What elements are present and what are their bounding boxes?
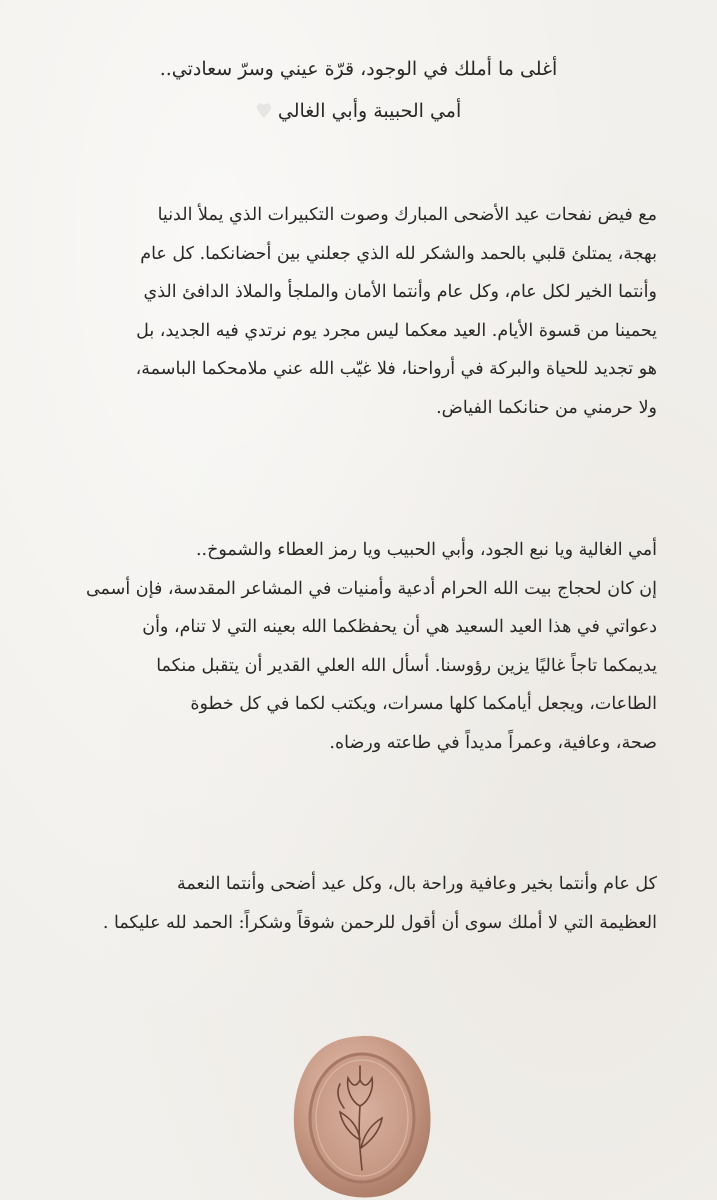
paragraph-eid-greeting [60,196,657,427]
paragraph-line: دعواتي في هذا العيد السعيد هي أن يحفظكما الله بعينه التي لا تنام، وأن [142,617,657,637]
wax-seal-flower-icon [288,1030,436,1200]
paragraph-line: يحمينا من قسوة الأيام. العيد معكما ليس مجرد يوم نرتدي فيه الجديد، بل [136,320,657,341]
paragraph-line: صحة، وعافية، وعمراً مديداً في طاعته ورضاه. [329,732,657,753]
paragraph-line: بهجة، يمتلئ قلبي بالحمد والشكر لله الذي جعلني بين أحضانكما. كل عام [140,243,657,264]
heading-line-2-text: أمي الحبيبة وأبي الغالي [277,100,462,122]
paragraph-line: مع فيض نفحات عيد الأضحى المبارك وصوت التكبيرات الذي يملأ الدنيا [157,205,657,225]
heading-line-2 [60,90,657,133]
paragraph-line: أمي الغالية ويا نبع الجود، وأبي الحبيب ويا رمز العطاء والشموخ.. [195,540,657,560]
paragraph-line: كل عام وأنتما بخير وعافية وراحة بال، وكل عيد أضحى وأنتما النعمة [176,874,657,894]
paragraph-line: إن كان لحجاج بيت الله الحرام أدعية وأمنيات في المشاعر المقدسة، فإن أسمى [85,578,657,599]
paragraph-prayers [60,531,657,762]
paragraph-closing [60,865,657,942]
paragraph-line: العظيمة التي لا أملك سوى أن أقول للرحمن شوقاً وشكراً: الحمد لله عليكما . [102,912,657,933]
white-heart-icon: ♥ [255,101,272,122]
heading-line-1: أغلى ما أملك في الوجود، قرّة عيني وسرّ سعادتي.. [159,58,558,80]
paragraph-line: يديمكما تاجاً غاليًا يزين رؤوسنا. أسأل الله العلي القدير أن يتقبل منكما [156,655,657,676]
paragraph-line: هو تجديد للحياة والبركة في أرواحنا، فلا غيّب الله عني ملامحكما الباسمة، [135,359,657,379]
paragraph-line: الطاعات، ويجعل أيامكما كلها مسرات، ويكتب لكما في كل خطوة [190,694,657,714]
letter [60,48,657,933]
paragraph-line: ولا حرمني من حنانكما الفياض. [436,397,657,418]
paragraph-line: وأنتما الخير لكل عام، وكل عام وأنتما الأمان والملجأ والملاذ الدافئ الذي [143,282,657,302]
